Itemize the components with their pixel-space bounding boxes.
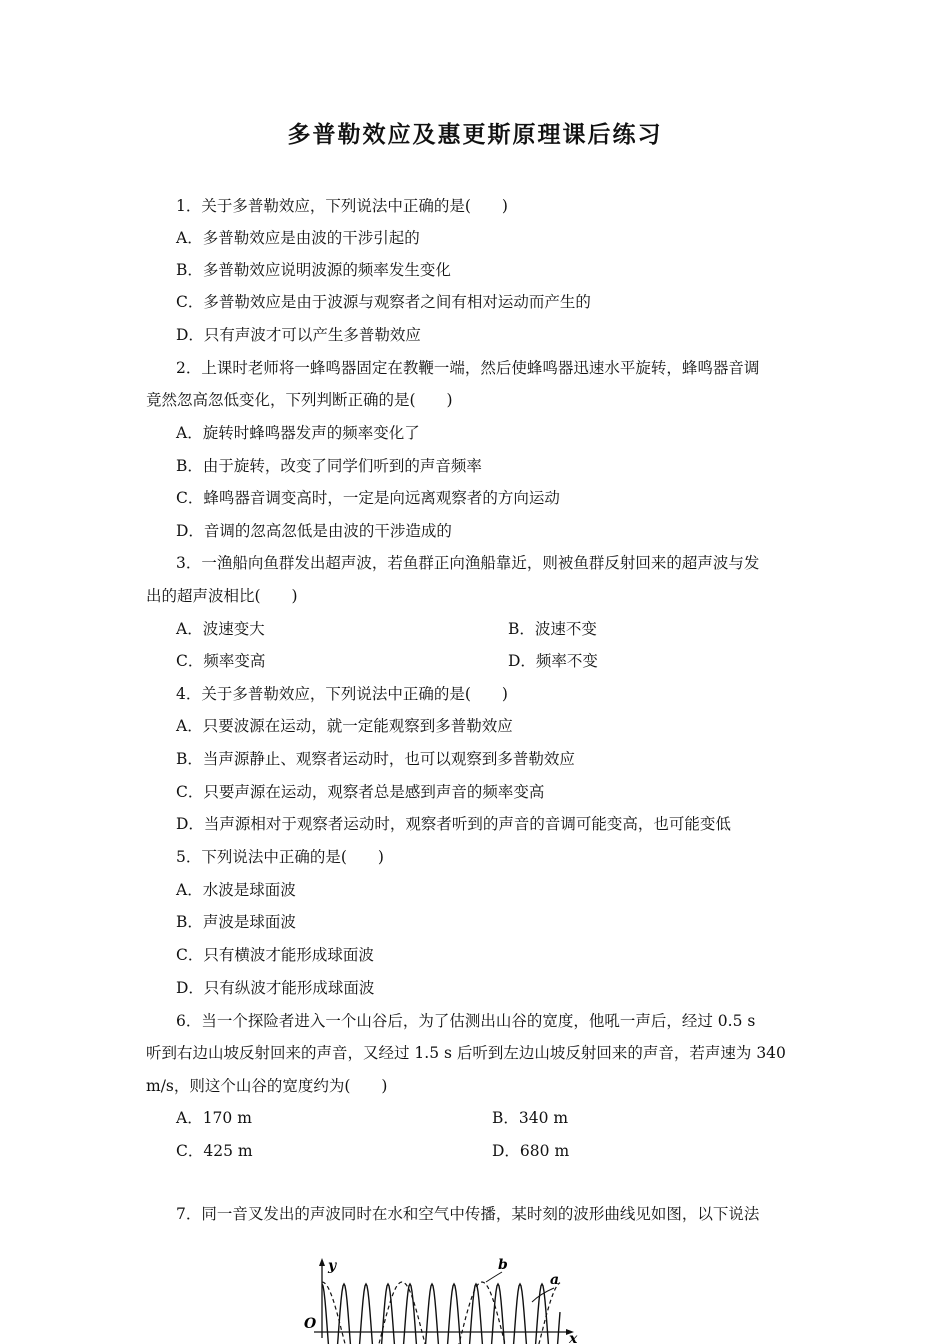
question-1-option-b: B．多普勒效应说明波源的频率发生变化 [176,261,451,279]
question-3-option-c: C．频率变高 [176,652,266,670]
page-title: 多普勒效应及惠更斯原理课后练习 [287,122,663,148]
question-1-stem: 1．关于多普勒效应，下列说法中正确的是( ) [176,197,508,215]
question-6-stem-line-2: 听到右边山坡反射回来的声音，又经过 1.5 s 后听到左边山坡反射回来的声音，若声速为 340 [146,1044,786,1062]
question-5-option-c: C．只有横波才能形成球面波 [176,946,374,964]
question-3-option-d: D．频率不变 [508,652,598,670]
question-2-stem-line-1: 2．上课时老师将一蜂鸣器固定在教鞭一端，然后使蜂鸣器迅速水平旋转，蜂鸣器音调 [176,359,760,377]
origin-label: O [304,1316,317,1332]
question-3-option-b: B．波速不变 [508,620,597,638]
question-5-option-d: D．只有纵波才能形成球面波 [176,979,375,997]
question-2-option-b: B．由于旋转，改变了同学们听到的声音频率 [176,457,482,475]
question-4-option-b: B．当声源静止、观察者运动时，也可以观察到多普勒效应 [176,750,575,768]
question-6-option-d: D．680 m [492,1142,570,1160]
question-4-option-a: A．只要波源在运动，就一定能观察到多普勒效应 [176,717,513,735]
question-2-option-d: D．音调的忽高忽低是由波的干涉造成的 [176,522,452,540]
question-7-stem: 7．同一音叉发出的声波同时在水和空气中传播，某时刻的波形曲线见如图，以下说法 [176,1205,760,1223]
x-axis-label: x [569,1331,578,1344]
y-axis-arrow [319,1258,325,1266]
question-5-option-b: B．声波是球面波 [176,913,296,931]
question-3-stem-line-1: 3．一渔船向鱼群发出超声波，若鱼群正向渔船靠近，则被鱼群反射回来的超声波与发 [176,554,760,572]
question-6-option-c: C．425 m [176,1142,253,1160]
question-2-option-a: A．旋转时蜂鸣器发声的频率变化了 [176,424,420,442]
curve-a-label: a [550,1272,560,1288]
curve-a-wave [322,1284,560,1344]
question-3-option-a: A．波速变大 [176,620,265,638]
curve-b-label: b [498,1257,508,1273]
question-6-stem-line-3: m/s，则这个山谷的宽度约为( ) [146,1077,388,1095]
question-3-stem-line-2: 出的超声波相比( ) [146,587,298,605]
question-5-stem: 5．下列说法中正确的是( ) [176,848,384,866]
question-5-option-a: A．水波是球面波 [176,881,296,899]
question-1-option-c: C．多普勒效应是由于波源与观察者之间有相对运动而产生的 [176,293,591,311]
curve-b-leader [486,1272,502,1282]
question-4-option-d: D．当声源相对于观察者运动时，观察者听到的声音的音调可能变高，也可能变低 [176,815,731,833]
question-2-option-c: C．蜂鸣器音调变高时，一定是向远离观察者的方向运动 [176,489,560,507]
question-6-option-b: B．340 m [492,1109,569,1127]
question-1-option-a: A．多普勒效应是由波的干涉引起的 [176,229,420,247]
question-2-stem-line-2: 竟然忽高忽低变化，下列判断正确的是( ) [146,391,453,409]
question-6-option-a: A．170 m [176,1109,252,1127]
y-axis-label: y [328,1258,337,1274]
question-4-stem: 4．关于多普勒效应，下列说法中正确的是( ) [176,685,508,703]
question-4-option-c: C．只要声源在运动，观察者总是感到声音的频率变高 [176,783,545,801]
question-1-option-d: D．只有声波才可以产生多普勒效应 [176,326,421,344]
waveform-figure [292,1252,602,1344]
question-6-stem-line-1: 6．当一个探险者进入一个山谷后，为了估测出山谷的宽度，他吼一声后，经过 0.5 s [176,1012,756,1030]
